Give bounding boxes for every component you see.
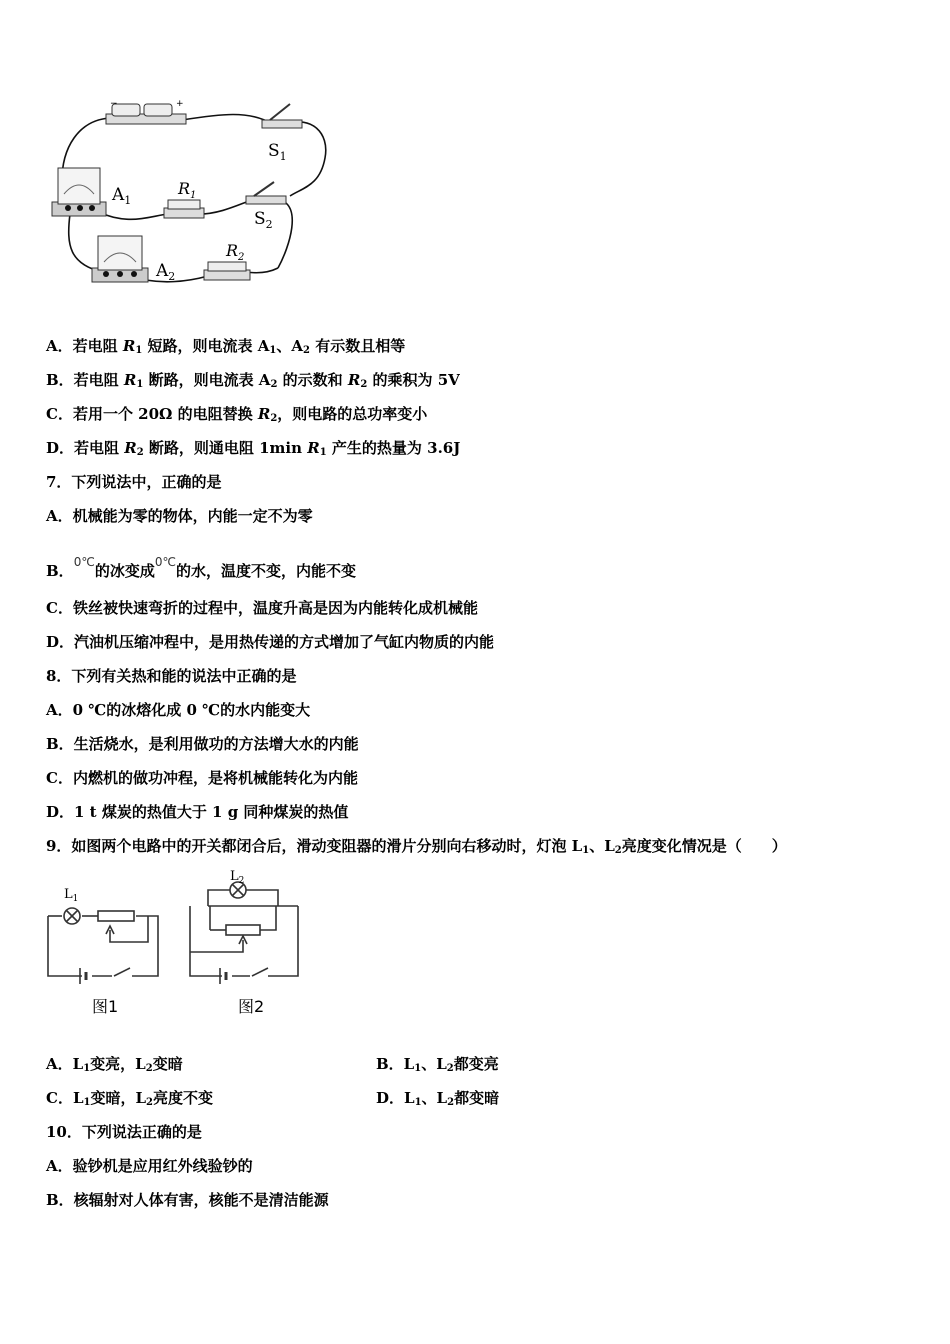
resistor-r1-icon — [164, 200, 204, 218]
q7-option-d: D．汽油机压缩冲程中，是用热传递的方式增加了气缸内物质的内能 — [46, 633, 495, 651]
q7-option-b: B．$^{0℃}$的冰变成$^{0℃}$的水，温度不变，内能不变 — [46, 555, 356, 580]
label-r2: $R_2$ — [226, 241, 245, 263]
q9-option-c: C．$L_1$变暗，$L_2$亮度不变 — [46, 1089, 214, 1108]
q8-option-d: D．1 t 煤炭的热值大于 1 g 同种煤炭的热值 — [46, 803, 349, 821]
switch-s1-icon — [262, 104, 302, 128]
q9-stem: 9．如图两个电路中的开关都闭合后，滑动变阻器的滑片分别向右移动时，灯泡 $L_1$、$L_2$亮度变化情况是（ ） — [46, 837, 787, 856]
q8-stem: 8．下列有关热和能的说法中正确的是 — [46, 667, 297, 685]
q9-option-d: D．$L_1$、$L_2$都变暗 — [376, 1089, 500, 1108]
ammeter-a1-icon — [52, 168, 106, 216]
svg-text:−: − — [110, 99, 118, 109]
label-a1: $A_1$ — [112, 185, 132, 207]
label-s2: $S_2$ — [254, 209, 273, 231]
q6-option-c: C．若用一个 20Ω 的电阻替换 $R_2$，则电路的总功率变小 — [46, 405, 428, 424]
caption-fig2: 图2 — [238, 997, 265, 1016]
battery-icon — [106, 99, 186, 124]
q8-option-c: C．内燃机的做功冲程，是将机械能转化为内能 — [46, 769, 358, 787]
switch-s2-icon — [246, 182, 286, 204]
q10-stem: 10．下列说法正确的是 — [46, 1123, 202, 1141]
q7-stem: 7．下列说法中，正确的是 — [46, 473, 222, 491]
q6-option-b: B．若电阻 $R_1$ 断路，则电流表 $A_2$ 的示数和 $R_2$ 的乘积为 5V — [46, 371, 460, 390]
q7-option-a: A．机械能为零的物体，内能一定不为零 — [46, 507, 313, 525]
circuit-figure-2 — [40, 868, 305, 1023]
label-l1: $L_1$ — [64, 887, 79, 904]
q6-option-d: D．若电阻 $R_2$ 断路，则通电阻 1min $R_1$ 产生的热量为 3.6J — [46, 439, 461, 458]
circuit-figure-1 — [40, 96, 340, 301]
q7-option-c: C．铁丝被快速弯折的过程中，温度升高是因为内能转化成机械能 — [46, 599, 478, 617]
resistor-r2-icon — [204, 262, 250, 280]
label-s1: $S_1$ — [268, 141, 287, 163]
svg-text:+: + — [176, 99, 184, 109]
label-r1: $R_1$ — [178, 179, 197, 201]
q9-option-b: B．$L_1$、$L_2$都变亮 — [376, 1055, 499, 1074]
label-a2: $A_2$ — [156, 261, 176, 283]
label-l2: $L_2$ — [230, 869, 245, 886]
q9-option-a: A．$L_1$变亮，$L_2$变暗 — [46, 1055, 183, 1074]
q8-option-a: A．0 ℃的冰熔化成 0 ℃的水内能变大 — [46, 701, 311, 719]
ammeter-a2-icon — [92, 236, 148, 282]
q8-option-b: B．生活烧水，是利用做功的方法增大水的内能 — [46, 735, 359, 753]
q6-option-a: A．若电阻 $R_1$ 短路，则电流表 $A_1$、$A_2$ 有示数且相等 — [46, 337, 406, 356]
q10-option-b: B．核辐射对人体有害，核能不是清洁能源 — [46, 1191, 329, 1209]
q10-option-a: A．验钞机是应用红外线验钞的 — [46, 1157, 253, 1175]
caption-fig1: 图1 — [92, 997, 119, 1016]
